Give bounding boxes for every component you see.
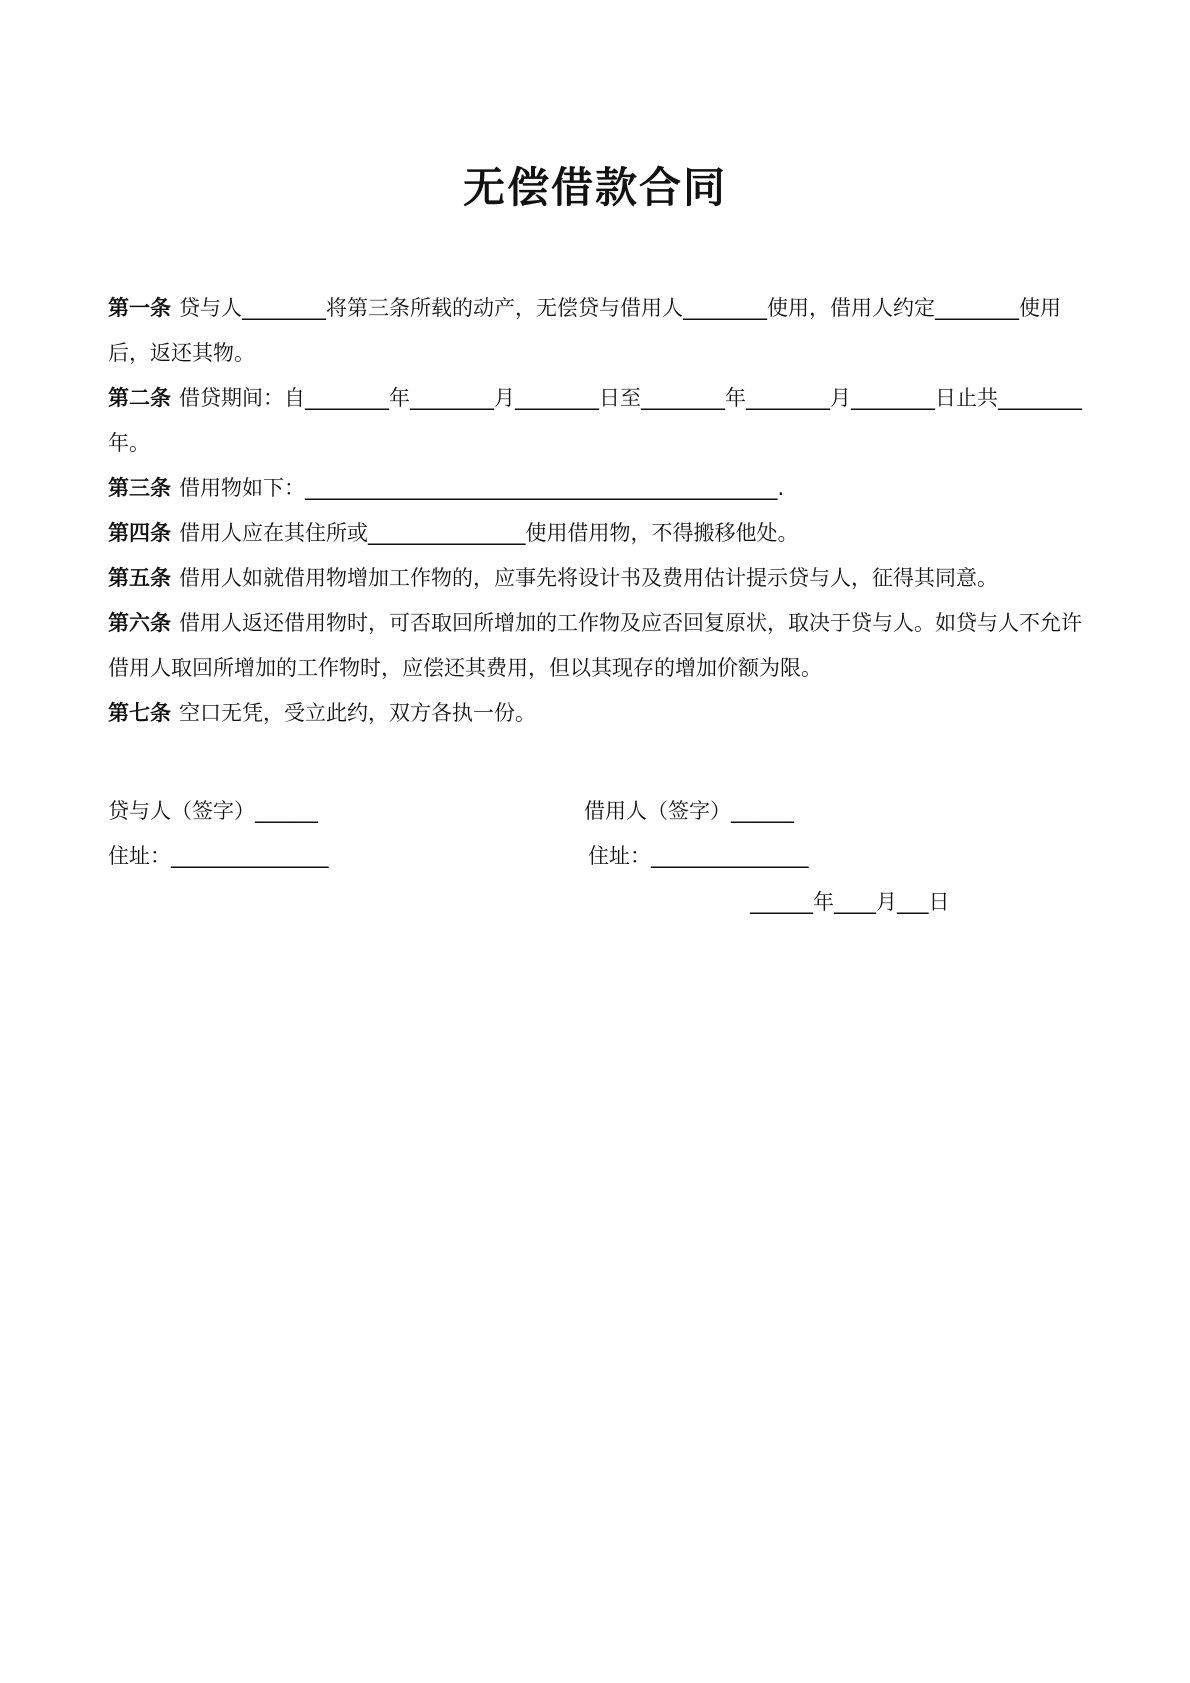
article-number: 第一条 xyxy=(108,296,171,320)
date-line: ______年____月___日 xyxy=(750,890,950,914)
borrower-signature-line: 借用人（签字）______ xyxy=(584,799,794,823)
article-2 xyxy=(108,376,1083,466)
article-3 xyxy=(108,466,1083,511)
article-number: 第七条 xyxy=(108,701,171,725)
lender-address-line: 住址：_______________ xyxy=(108,844,329,868)
borrower-address-line: 住址：_______________ xyxy=(588,844,809,868)
article-7 xyxy=(108,691,1083,736)
article-number: 第二条 xyxy=(108,386,171,410)
page-title: 无偿借款合同 xyxy=(462,163,727,212)
article-text: 借用人如就借用物增加工作物的，应事先将设计书及费用估计提示贷与人，征得其同意。 xyxy=(179,566,998,590)
article-text: 借用人返还借用物时，可否取回所增加的工作物及应否回复原状，取决于贷与人。如贷与人不允许借用人取回所增加的工作物时，应偿还其费用，但以其现存的增加价额为限。 xyxy=(108,611,1082,680)
article-text: 空口无凭，受立此约，双方各执一份。 xyxy=(179,701,536,725)
article-number: 第三条 xyxy=(108,476,171,500)
lender-signature-line: 贷与人（签字）______ xyxy=(108,799,318,823)
article-number: 第六条 xyxy=(108,611,171,635)
article-text: 贷与人________将第三条所载的动产，无偿贷与借用人________使用，借用人约定________使用后，返还其物。 xyxy=(108,296,1061,365)
article-6 xyxy=(108,601,1083,691)
article-5 xyxy=(108,556,1083,601)
contract-articles xyxy=(108,286,1083,736)
article-number: 第五条 xyxy=(108,566,171,590)
article-text: 借贷期间：自________年________月________日至________年________月________日止共________年。 xyxy=(108,386,1082,455)
article-4 xyxy=(108,511,1083,556)
article-text: 借用人应在其住所或_______________使用借用物，不得搬移他处。 xyxy=(179,521,799,545)
article-number: 第四条 xyxy=(108,521,171,545)
article-text: 借用物如下：_____________________________________________. xyxy=(179,476,785,500)
article-1 xyxy=(108,286,1083,376)
